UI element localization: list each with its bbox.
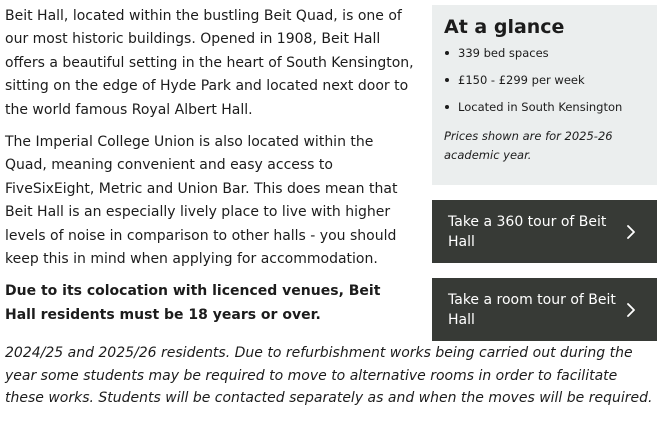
- room-tour-label: Take a room tour of Beit Hall: [448, 291, 616, 328]
- glance-item-bed-spaces: 339 bed spaces: [444, 46, 645, 60]
- union-paragraph: The Imperial College Union is also located within the Quad, meaning convenient and easy access to FiveSixEight, Metric and Union Bar. This does mean that Beit Hall is an especially lively place to live with higher levels of noise in comparison to other halls - you should keep this in mind when applying for accommodation.: [5, 134, 398, 268]
- tour-360-button[interactable]: [432, 200, 657, 263]
- tour-360-label: Take a 360 tour of Beit Hall: [448, 213, 607, 250]
- intro-paragraph: Beit Hall, located within the bustling Beit Quad, is one of our most historic buildings. Opened in 1908, Beit Hall offers a beautiful setting in the heart of South Kensington, sitting on the edge of Hyde Park and located next door to the world famous Royal Albert Hall.: [5, 8, 414, 118]
- glance-item-location: Located in South Kensington: [444, 100, 645, 114]
- glance-item-price: £150 - £299 per week: [444, 73, 645, 87]
- glance-title: At a glance: [444, 16, 565, 38]
- refurbishment-note: 2024/25 and 2025/26 residents. Due to refurbishment works being carried out during the year some students may be required to move to alternative rooms in order to facilitate these works. Students will be contacted separately as and when the moves will be required.: [5, 345, 653, 406]
- age-requirement-note: Due to its colocation with licenced venues, Beit Hall residents must be 18 years or over.: [5, 283, 381, 323]
- price-note: Prices shown are for 2025-26 academic year.: [444, 129, 613, 162]
- main-content: [5, 5, 415, 334]
- chevron-right-icon: [627, 303, 635, 317]
- glance-list: [444, 46, 645, 114]
- at-a-glance-panel: [432, 5, 657, 185]
- room-tour-button[interactable]: [432, 278, 657, 341]
- chevron-right-icon: [627, 225, 635, 239]
